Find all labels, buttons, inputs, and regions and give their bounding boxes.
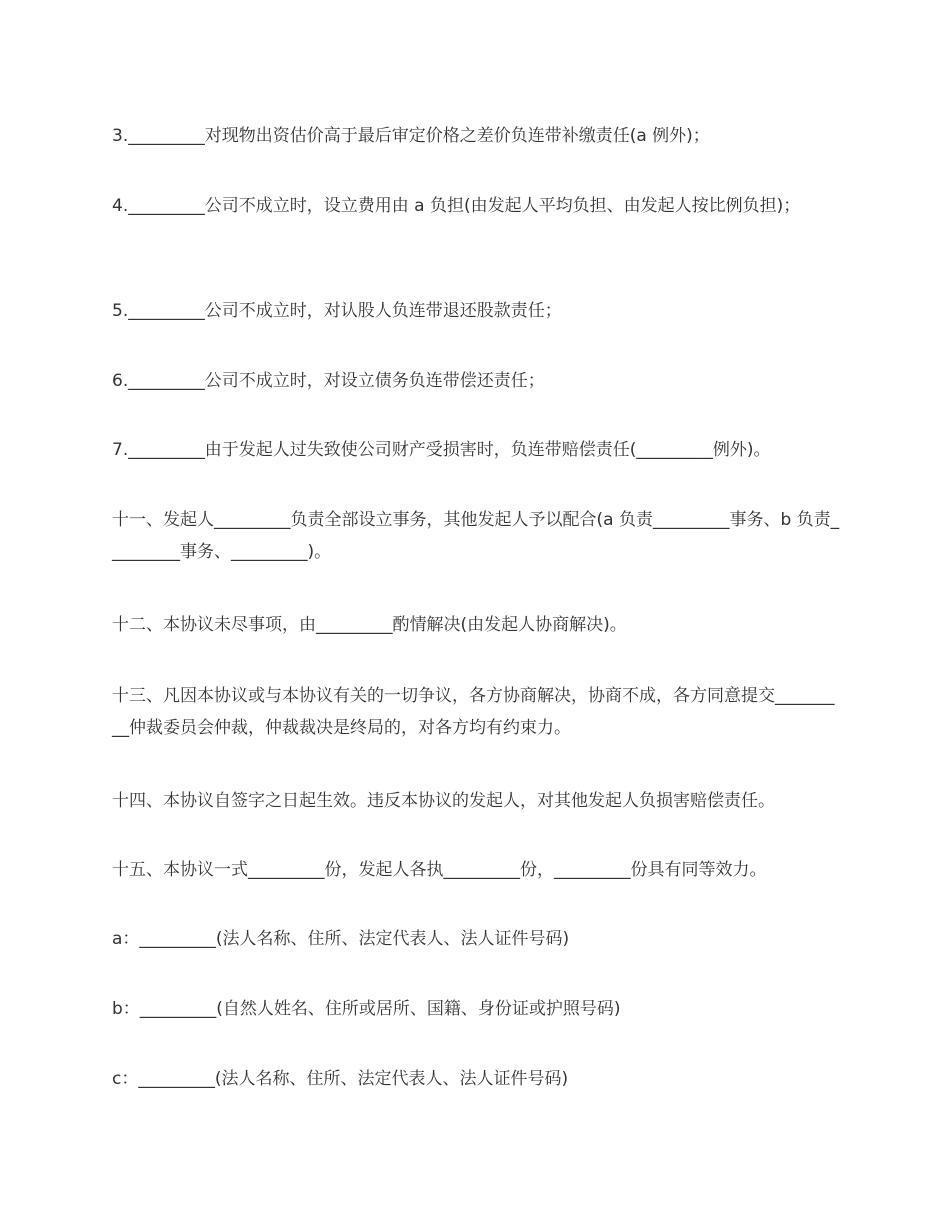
article-11: 十一、发起人_________负责全部设立事务，其他发起人予以配合(a 负责_________事务、b 负责_________事务、_________)。 xyxy=(112,510,840,562)
party-c-line: c：_________(法人名称、住所、法定代表人、法人证件号码) xyxy=(112,1069,569,1089)
clause-5: 5._________公司不成立时，对认股人负连带退还股款责任； xyxy=(112,301,562,321)
article-12: 十二、本协议未尽事项，由_________酌情解决(由发起人协商解决)。 xyxy=(112,615,627,635)
article-15: 十五、本协议一式_________份，发起人各执_________份，_________份具有同等效力。 xyxy=(112,860,767,880)
article-13: 十三、凡因本协议或与本协议有关的一切争议，各方协商解决，协商不成，各方同意提交_________仲裁委员会仲裁，仲裁裁决是终局的，对各方均有约束力。 xyxy=(112,686,835,738)
party-a-line: a：_________(法人名称、住所、法定代表人、法人证件号码) xyxy=(112,929,570,949)
clause-7: 7._________由于发起人过失致使公司财产受损害时，负连带赔偿责任(_________例外)。 xyxy=(112,440,771,460)
article-14: 十四、本协议自签字之日起生效。违反本协议的发起人，对其他发起人负损害赔偿责任。 xyxy=(112,791,775,811)
clause-3: 3._________对现物出资估价高于最后审定价格之差价负连带补缴责任(a 例外)； xyxy=(112,126,710,146)
clause-6: 6._________公司不成立时，对设立债务负连带偿还责任； xyxy=(112,371,545,391)
party-b-line: b：_________(自然人姓名、住所或居所、国籍、身份证或护照号码) xyxy=(112,999,621,1019)
clause-4: 4._________公司不成立时，设立费用由 a 负担(由发起人平均负担、由发起人按比例负担)； xyxy=(112,196,801,216)
